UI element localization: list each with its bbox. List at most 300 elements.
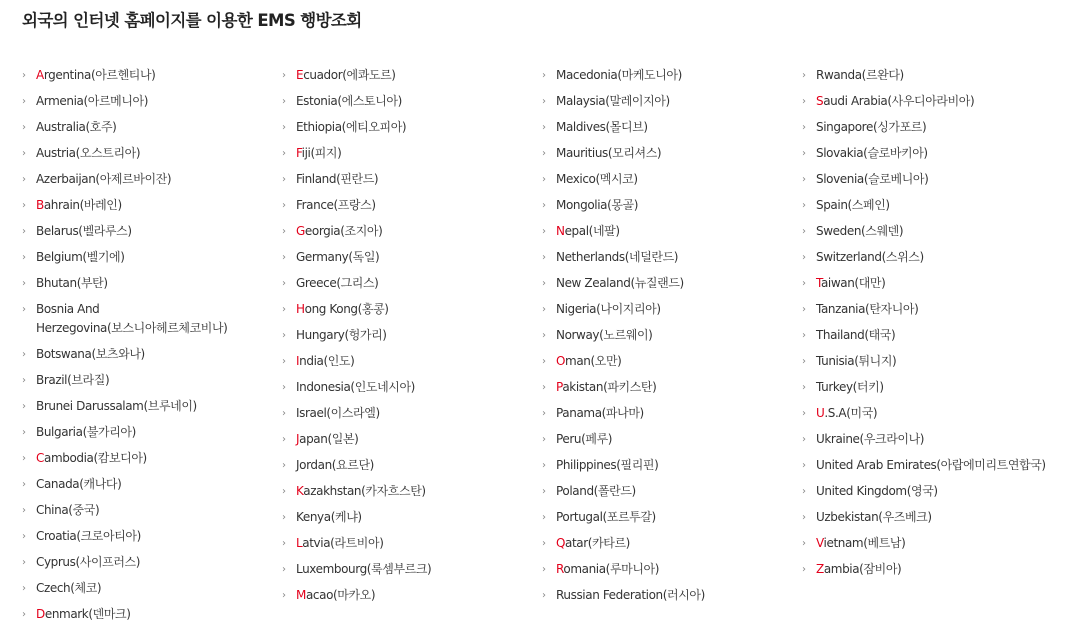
country-link[interactable] (282, 322, 431, 348)
country-name: Malaysia(말레이지아) (556, 93, 670, 108)
country-link[interactable] (542, 244, 705, 270)
country-link[interactable] (282, 88, 431, 114)
chevron-right-icon: › (22, 374, 26, 386)
country-link[interactable] (22, 471, 227, 497)
country-link[interactable] (542, 426, 705, 452)
country-name: Rwanda(르완다) (816, 67, 904, 82)
chevron-right-icon: › (282, 277, 286, 289)
country-link[interactable] (22, 270, 227, 296)
chevron-right-icon: › (542, 147, 546, 159)
country-label (296, 302, 389, 316)
country-label (556, 172, 638, 186)
chevron-right-icon: › (802, 485, 806, 497)
chevron-right-icon: › (542, 69, 546, 81)
country-label (556, 562, 659, 576)
country-initial: J (296, 431, 300, 446)
country-name: Slovakia(슬로바키아) (816, 145, 928, 160)
country-initial: H (296, 301, 305, 316)
country-label (556, 510, 656, 524)
country-label (296, 588, 375, 602)
country-column-2 (282, 62, 431, 608)
country-name: Uzbekistan(우즈베크) (816, 509, 932, 524)
country-link[interactable] (282, 244, 431, 270)
country-name: .S.A(미국) (824, 405, 878, 420)
country-name: Germany(독일) (296, 249, 380, 264)
country-label (296, 198, 376, 212)
country-link[interactable] (22, 419, 227, 445)
country-link[interactable] (22, 367, 227, 393)
country-initial: K (296, 483, 304, 498)
country-label (296, 328, 387, 342)
chevron-right-icon: › (22, 478, 26, 490)
chevron-right-icon: › (802, 173, 806, 185)
country-column-1 (22, 62, 227, 627)
country-link[interactable] (542, 140, 705, 166)
country-name: Australia(호주) (36, 119, 117, 134)
chevron-right-icon: › (22, 608, 26, 620)
country-link[interactable] (542, 374, 705, 400)
country-link[interactable] (282, 374, 431, 400)
country-name: Thailand(태국) (816, 327, 896, 342)
country-name: Brazil(브라질) (36, 372, 110, 387)
chevron-right-icon: › (22, 277, 26, 289)
country-label (556, 250, 678, 264)
chevron-right-icon: › (802, 355, 806, 367)
chevron-right-icon: › (802, 251, 806, 263)
country-link[interactable] (542, 88, 705, 114)
chevron-right-icon: › (542, 381, 546, 393)
country-link[interactable] (22, 62, 227, 88)
country-link[interactable] (282, 114, 431, 140)
chevron-right-icon: › (542, 225, 546, 237)
country-label (816, 250, 924, 264)
country-link[interactable] (802, 296, 1046, 322)
country-link[interactable] (22, 497, 227, 523)
country-label (296, 172, 378, 186)
country-label (36, 68, 155, 82)
country-link[interactable] (802, 348, 1046, 374)
chevron-right-icon: › (542, 485, 546, 497)
country-label (556, 224, 620, 238)
country-link[interactable] (802, 400, 1046, 426)
country-name: France(프랑스) (296, 197, 376, 212)
country-name: Jordan(요르단) (296, 457, 374, 472)
chevron-right-icon: › (802, 225, 806, 237)
country-name: Spain(스페인) (816, 197, 890, 212)
country-initial: S (816, 93, 824, 108)
country-label (556, 380, 656, 394)
country-link[interactable] (282, 426, 431, 452)
chevron-right-icon: › (802, 563, 806, 575)
country-initial: Z (816, 561, 824, 576)
country-label (816, 510, 932, 524)
country-label (36, 425, 136, 439)
country-name: atar(카타르) (565, 535, 630, 550)
country-label (36, 250, 125, 264)
country-initial: O (556, 353, 566, 368)
country-label (36, 224, 132, 238)
country-name: Philippines(필리핀) (556, 457, 659, 472)
country-link[interactable] (282, 530, 431, 556)
country-label (296, 562, 431, 576)
country-link[interactable] (802, 166, 1046, 192)
country-name: Israel(이스라엘) (296, 405, 380, 420)
country-label (296, 224, 382, 238)
country-initial: D (36, 606, 45, 621)
country-label (816, 276, 885, 290)
country-label (816, 172, 928, 186)
country-link[interactable] (542, 114, 705, 140)
chevron-right-icon: › (282, 95, 286, 107)
country-label (36, 451, 147, 465)
country-link[interactable] (802, 88, 1046, 114)
country-link[interactable] (22, 88, 227, 114)
country-label (816, 484, 938, 498)
chevron-right-icon: › (542, 199, 546, 211)
country-link[interactable] (282, 270, 431, 296)
country-name: Peru(페루) (556, 431, 613, 446)
chevron-right-icon: › (282, 407, 286, 419)
country-initial: A (36, 67, 44, 82)
country-label (556, 536, 630, 550)
country-link[interactable] (22, 549, 227, 575)
country-name: Mauritius(모리셔스) (556, 145, 662, 160)
country-label (816, 458, 1046, 472)
country-link[interactable] (542, 296, 705, 322)
chevron-right-icon: › (802, 407, 806, 419)
country-column-3 (542, 62, 705, 608)
country-name: Mongolia(몽골) (556, 197, 639, 212)
chevron-right-icon: › (282, 69, 286, 81)
chevron-right-icon: › (802, 381, 806, 393)
country-label (556, 432, 612, 446)
chevron-right-icon: › (22, 556, 26, 568)
country-link[interactable] (282, 556, 431, 582)
chevron-right-icon: › (22, 504, 26, 516)
country-link[interactable] (282, 218, 431, 244)
chevron-right-icon: › (542, 251, 546, 263)
country-name: ndia(인도) (299, 353, 355, 368)
chevron-right-icon: › (542, 563, 546, 575)
country-link[interactable] (802, 140, 1046, 166)
country-label (556, 302, 661, 316)
country-name: Switzerland(스위스) (816, 249, 924, 264)
country-link[interactable] (22, 296, 227, 341)
country-name: China(중국) (36, 502, 100, 517)
country-label (556, 458, 658, 472)
chevron-right-icon: › (802, 511, 806, 523)
country-link[interactable] (282, 166, 431, 192)
country-name: akistan(파키스탄) (562, 379, 657, 394)
country-label (816, 380, 884, 394)
country-name: Singapore(싱가포르) (816, 119, 927, 134)
country-name: Estonia(에스토니아) (296, 93, 402, 108)
country-link[interactable] (542, 582, 705, 608)
country-initial: R (556, 561, 564, 576)
chevron-right-icon: › (282, 511, 286, 523)
country-name: Panama(파나마) (556, 405, 644, 420)
chevron-right-icon: › (22, 426, 26, 438)
country-label (556, 406, 644, 420)
country-label (36, 399, 197, 413)
chevron-right-icon: › (542, 511, 546, 523)
country-label (816, 120, 926, 134)
country-label (36, 555, 140, 569)
country-link[interactable] (542, 322, 705, 348)
country-name: Nigeria(나이지리아) (556, 301, 661, 316)
chevron-right-icon: › (282, 303, 286, 315)
country-label (36, 94, 148, 108)
chevron-right-icon: › (542, 95, 546, 107)
country-link[interactable] (22, 393, 227, 419)
country-link[interactable] (802, 244, 1046, 270)
country-label (816, 406, 877, 420)
chevron-right-icon: › (542, 433, 546, 445)
country-link[interactable] (542, 62, 705, 88)
country-link[interactable] (542, 400, 705, 426)
country-label (556, 354, 621, 368)
country-link[interactable] (282, 478, 431, 504)
country-name: Hungary(헝가리) (296, 327, 387, 342)
country-name: atvia(라트비아) (302, 535, 384, 550)
country-link[interactable] (282, 140, 431, 166)
country-label (296, 354, 354, 368)
chevron-right-icon: › (282, 147, 286, 159)
country-label (816, 68, 904, 82)
country-name: ong Kong(홍콩) (304, 301, 389, 316)
chevron-right-icon: › (22, 582, 26, 594)
country-label (556, 94, 670, 108)
country-link[interactable] (802, 426, 1046, 452)
country-link[interactable] (22, 601, 227, 627)
country-name: man(오만) (565, 353, 622, 368)
country-link[interactable] (22, 244, 227, 270)
country-link[interactable] (282, 62, 431, 88)
country-name: Tunisia(튀니지) (816, 353, 897, 368)
country-name: iji(피지) (301, 145, 342, 160)
country-label (296, 250, 379, 264)
country-initial: C (36, 450, 44, 465)
chevron-right-icon: › (802, 121, 806, 133)
country-label (556, 328, 652, 342)
country-label (296, 146, 341, 160)
chevron-right-icon: › (282, 537, 286, 549)
country-link[interactable] (542, 218, 705, 244)
country-link[interactable] (22, 523, 227, 549)
country-link[interactable] (22, 166, 227, 192)
country-name: cuador(에콰도르) (303, 67, 396, 82)
chevron-right-icon: › (802, 459, 806, 471)
country-link[interactable] (282, 348, 431, 374)
country-link[interactable] (542, 192, 705, 218)
chevron-right-icon: › (282, 433, 286, 445)
chevron-right-icon: › (542, 589, 546, 601)
country-name: apan(일본) (299, 431, 359, 446)
country-link[interactable] (282, 192, 431, 218)
chevron-right-icon: › (802, 303, 806, 315)
country-label (556, 120, 648, 134)
country-name: acao(마카오) (305, 587, 376, 602)
country-label (296, 536, 383, 550)
chevron-right-icon: › (542, 407, 546, 419)
country-name: Poland(폴란드) (556, 483, 636, 498)
country-link[interactable] (542, 530, 705, 556)
country-link[interactable] (22, 218, 227, 244)
country-link[interactable] (802, 114, 1046, 140)
country-label (556, 588, 705, 602)
country-label (36, 529, 141, 543)
country-name: Cyprus(사이프러스) (36, 554, 141, 569)
country-initial: P (556, 379, 563, 394)
country-link[interactable] (22, 140, 227, 166)
chevron-right-icon: › (282, 329, 286, 341)
country-name: Portugal(포르투갈) (556, 509, 656, 524)
chevron-right-icon: › (542, 303, 546, 315)
country-label (36, 120, 116, 134)
country-link[interactable] (22, 192, 227, 218)
country-name: eorgia(조지아) (304, 223, 383, 238)
country-initial: M (296, 587, 306, 602)
country-link[interactable] (802, 218, 1046, 244)
country-link[interactable] (22, 114, 227, 140)
country-link[interactable] (542, 504, 705, 530)
country-link[interactable] (542, 452, 705, 478)
country-initial: N (556, 223, 565, 238)
country-link[interactable] (282, 582, 431, 608)
country-label (816, 94, 974, 108)
country-link[interactable] (802, 322, 1046, 348)
country-name: enmark(덴마크) (44, 606, 131, 621)
country-name: Sweden(스웨덴) (816, 223, 904, 238)
country-link[interactable] (542, 270, 705, 296)
country-link[interactable] (802, 478, 1046, 504)
chevron-right-icon: › (22, 225, 26, 237)
country-link[interactable] (802, 192, 1046, 218)
country-label (296, 276, 378, 290)
chevron-right-icon: › (282, 381, 286, 393)
country-link[interactable] (22, 341, 227, 367)
country-label (36, 172, 171, 186)
country-name: Croatia(크로아티아) (36, 528, 141, 543)
country-link[interactable] (22, 445, 227, 471)
country-label (296, 432, 358, 446)
country-name: aiwan(대만) (820, 275, 886, 290)
country-initial: Q (556, 535, 566, 550)
country-column-4 (802, 62, 1046, 582)
chevron-right-icon: › (802, 147, 806, 159)
country-label (556, 276, 684, 290)
country-name: Brunei Darussalam(브루네이) (36, 398, 197, 413)
country-label (296, 68, 396, 82)
country-name: Botswana(보츠와나) (36, 346, 145, 361)
country-label (296, 484, 426, 498)
chevron-right-icon: › (282, 355, 286, 367)
country-link[interactable] (542, 556, 705, 582)
country-name: Norway(노르웨이) (556, 327, 653, 342)
chevron-right-icon: › (802, 537, 806, 549)
chevron-right-icon: › (22, 348, 26, 360)
country-name: ietnam(베트남) (823, 535, 906, 550)
country-name: Mexico(멕시코) (556, 171, 638, 186)
country-name: azakhstan(카자흐스탄) (303, 483, 426, 498)
country-name: Netherlands(네덜란드) (556, 249, 679, 264)
chevron-right-icon: › (282, 563, 286, 575)
country-label (816, 432, 924, 446)
country-label (816, 328, 895, 342)
country-name: Belgium(벨기에) (36, 249, 125, 264)
country-initial: F (296, 145, 302, 160)
chevron-right-icon: › (802, 95, 806, 107)
country-label (36, 276, 108, 290)
country-initial: V (816, 535, 824, 550)
country-label (296, 458, 374, 472)
country-link[interactable] (282, 504, 431, 530)
chevron-right-icon: › (22, 251, 26, 263)
country-link[interactable] (282, 452, 431, 478)
country-label (296, 406, 380, 420)
chevron-right-icon: › (22, 121, 26, 133)
country-link[interactable] (802, 504, 1046, 530)
country-label (36, 607, 131, 621)
chevron-right-icon: › (282, 199, 286, 211)
country-initial: I (296, 353, 300, 368)
country-label (816, 302, 918, 316)
country-initial: E (296, 67, 304, 82)
chevron-right-icon: › (282, 459, 286, 471)
country-link[interactable] (802, 556, 1046, 582)
country-label (556, 484, 636, 498)
country-label (816, 198, 890, 212)
chevron-right-icon: › (22, 147, 26, 159)
chevron-right-icon: › (282, 485, 286, 497)
chevron-right-icon: › (542, 329, 546, 341)
country-name: ambodia(캄보디아) (43, 450, 147, 465)
country-label (816, 562, 901, 576)
chevron-right-icon: › (802, 329, 806, 341)
country-name: Tanzania(탄자니아) (816, 301, 919, 316)
country-link[interactable] (22, 575, 227, 601)
country-link[interactable] (542, 478, 705, 504)
country-link[interactable] (542, 348, 705, 374)
country-link[interactable] (802, 62, 1046, 88)
country-label (36, 146, 140, 160)
country-link[interactable] (802, 270, 1046, 296)
country-link[interactable] (802, 374, 1046, 400)
country-link[interactable] (282, 296, 431, 322)
country-name: Ukraine(우크라이나) (816, 431, 925, 446)
country-name: Turkey(터키) (816, 379, 884, 394)
chevron-right-icon: › (282, 589, 286, 601)
country-link[interactable] (802, 452, 1046, 478)
country-name: New Zealand(뉴질랜드) (556, 275, 684, 290)
country-label (296, 380, 415, 394)
country-name: Belarus(벨라루스) (36, 223, 132, 238)
country-link[interactable] (542, 166, 705, 192)
country-name: Austria(오스트리아) (36, 145, 141, 160)
country-label (36, 302, 227, 335)
country-label (36, 477, 121, 491)
country-label (296, 510, 362, 524)
country-link[interactable] (282, 400, 431, 426)
country-link[interactable] (802, 530, 1046, 556)
country-name: Bulgaria(불가리아) (36, 424, 136, 439)
chevron-right-icon: › (802, 277, 806, 289)
chevron-right-icon: › (542, 537, 546, 549)
country-label (816, 354, 896, 368)
chevron-right-icon: › (22, 452, 26, 464)
country-label (816, 146, 928, 160)
country-name: Finland(핀란드) (296, 171, 379, 186)
